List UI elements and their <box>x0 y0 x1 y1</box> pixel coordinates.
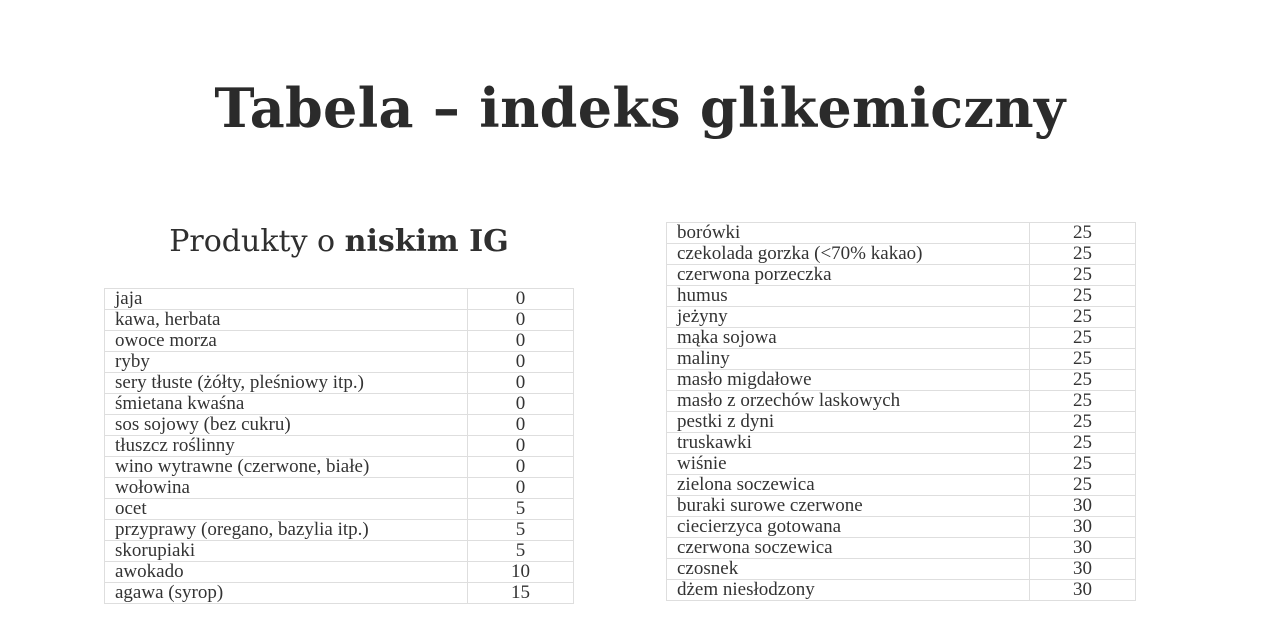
glycemic-index-value-cell: 5 <box>468 520 574 541</box>
glycemic-index-value-cell: 25 <box>1030 412 1136 433</box>
product-name-cell: owoce morza <box>105 331 468 352</box>
product-name-cell: wiśnie <box>667 454 1030 475</box>
glycemic-index-value-cell: 0 <box>468 394 574 415</box>
table-row <box>105 520 574 541</box>
table-row <box>667 223 1136 244</box>
product-name-cell: awokado <box>105 562 468 583</box>
table-row <box>667 391 1136 412</box>
table-row <box>105 541 574 562</box>
product-name-cell: masło migdałowe <box>667 370 1030 391</box>
table-row <box>105 310 574 331</box>
table-row <box>105 415 574 436</box>
section-heading-bold: niskim IG <box>344 224 509 259</box>
table-row <box>105 499 574 520</box>
glycemic-index-value-cell: 10 <box>468 562 574 583</box>
glycemic-index-value-cell: 25 <box>1030 349 1136 370</box>
product-name-cell: jeżyny <box>667 307 1030 328</box>
product-name-cell: śmietana kwaśna <box>105 394 468 415</box>
table-row <box>667 559 1136 580</box>
glycemic-index-value-cell: 0 <box>468 352 574 373</box>
glycemic-index-value-cell: 30 <box>1030 580 1136 601</box>
glycemic-index-value-cell: 30 <box>1030 496 1136 517</box>
glycemic-index-value-cell: 25 <box>1030 475 1136 496</box>
glycemic-index-value-cell: 25 <box>1030 223 1136 244</box>
product-name-cell: ryby <box>105 352 468 373</box>
table-row <box>667 580 1136 601</box>
glycemic-index-value-cell: 25 <box>1030 391 1136 412</box>
glycemic-index-value-cell: 5 <box>468 541 574 562</box>
table-row <box>105 478 574 499</box>
table-row <box>667 517 1136 538</box>
product-name-cell: borówki <box>667 223 1030 244</box>
glycemic-index-value-cell: 15 <box>468 583 574 604</box>
glycemic-index-value-cell: 25 <box>1030 265 1136 286</box>
product-name-cell: pestki z dyni <box>667 412 1030 433</box>
table-row <box>667 244 1136 265</box>
table-row <box>105 457 574 478</box>
glycemic-index-value-cell: 25 <box>1030 286 1136 307</box>
product-name-cell: wołowina <box>105 478 468 499</box>
glycemic-index-value-cell: 25 <box>1030 454 1136 475</box>
product-name-cell: humus <box>667 286 1030 307</box>
product-name-cell: sery tłuste (żółty, pleśniowy itp.) <box>105 373 468 394</box>
table-row <box>105 562 574 583</box>
product-name-cell: skorupiaki <box>105 541 468 562</box>
product-name-cell: przyprawy (oregano, bazylia itp.) <box>105 520 468 541</box>
glycemic-index-value-cell: 30 <box>1030 538 1136 559</box>
glycemic-index-value-cell: 25 <box>1030 307 1136 328</box>
product-name-cell: zielona soczewica <box>667 475 1030 496</box>
table-row <box>667 349 1136 370</box>
table-row <box>667 328 1136 349</box>
table-row <box>105 583 574 604</box>
table-row <box>667 286 1136 307</box>
product-name-cell: masło z orzechów laskowych <box>667 391 1030 412</box>
glycemic-index-value-cell: 0 <box>468 436 574 457</box>
table-row <box>667 433 1136 454</box>
glycemic-index-value-cell: 30 <box>1030 517 1136 538</box>
product-name-cell: kawa, herbata <box>105 310 468 331</box>
product-name-cell: ocet <box>105 499 468 520</box>
glycemic-index-value-cell: 25 <box>1030 370 1136 391</box>
product-name-cell: dżem niesłodzony <box>667 580 1030 601</box>
glycemic-index-value-cell: 25 <box>1030 433 1136 454</box>
table-body <box>105 289 574 604</box>
product-name-cell: tłuszcz roślinny <box>105 436 468 457</box>
section-heading-prefix: Produkty o <box>169 224 345 259</box>
table-row <box>105 331 574 352</box>
product-name-cell: czerwona porzeczka <box>667 265 1030 286</box>
table-row <box>105 394 574 415</box>
glycemic-index-value-cell: 0 <box>468 415 574 436</box>
glycemic-index-value-cell: 5 <box>468 499 574 520</box>
glycemic-index-value-cell: 30 <box>1030 559 1136 580</box>
glycemic-index-value-cell: 0 <box>468 373 574 394</box>
glycemic-index-value-cell: 0 <box>468 310 574 331</box>
table-row <box>105 436 574 457</box>
table-row <box>667 496 1136 517</box>
glycemic-index-table-left <box>104 288 574 604</box>
table-row <box>105 289 574 310</box>
table-row <box>667 265 1136 286</box>
table-row <box>667 370 1136 391</box>
glycemic-index-table-right <box>666 222 1136 601</box>
product-name-cell: mąka sojowa <box>667 328 1030 349</box>
product-name-cell: czerwona soczewica <box>667 538 1030 559</box>
product-name-cell: buraki surowe czerwone <box>667 496 1030 517</box>
table-row <box>105 373 574 394</box>
table-row <box>667 475 1136 496</box>
product-name-cell: ciecierzyca gotowana <box>667 517 1030 538</box>
product-name-cell: czekolada gorzka (<70% kakao) <box>667 244 1030 265</box>
section-heading <box>104 220 574 264</box>
product-name-cell: czosnek <box>667 559 1030 580</box>
glycemic-index-value-cell: 0 <box>468 457 574 478</box>
table-row <box>667 412 1136 433</box>
product-name-cell: maliny <box>667 349 1030 370</box>
product-name-cell: wino wytrawne (czerwone, białe) <box>105 457 468 478</box>
glycemic-index-value-cell: 0 <box>468 478 574 499</box>
glycemic-index-value-cell: 25 <box>1030 244 1136 265</box>
product-name-cell: jaja <box>105 289 468 310</box>
product-name-cell: sos sojowy (bez cukru) <box>105 415 468 436</box>
table-row <box>667 454 1136 475</box>
table-row <box>105 352 574 373</box>
glycemic-index-value-cell: 25 <box>1030 328 1136 349</box>
table-row <box>667 538 1136 559</box>
glycemic-index-value-cell: 0 <box>468 289 574 310</box>
glycemic-index-value-cell: 0 <box>468 331 574 352</box>
page-title: Tabela – indeks glikemiczny <box>214 76 1066 140</box>
product-name-cell: agawa (syrop) <box>105 583 468 604</box>
product-name-cell: truskawki <box>667 433 1030 454</box>
table-row <box>667 307 1136 328</box>
table-body <box>667 223 1136 601</box>
